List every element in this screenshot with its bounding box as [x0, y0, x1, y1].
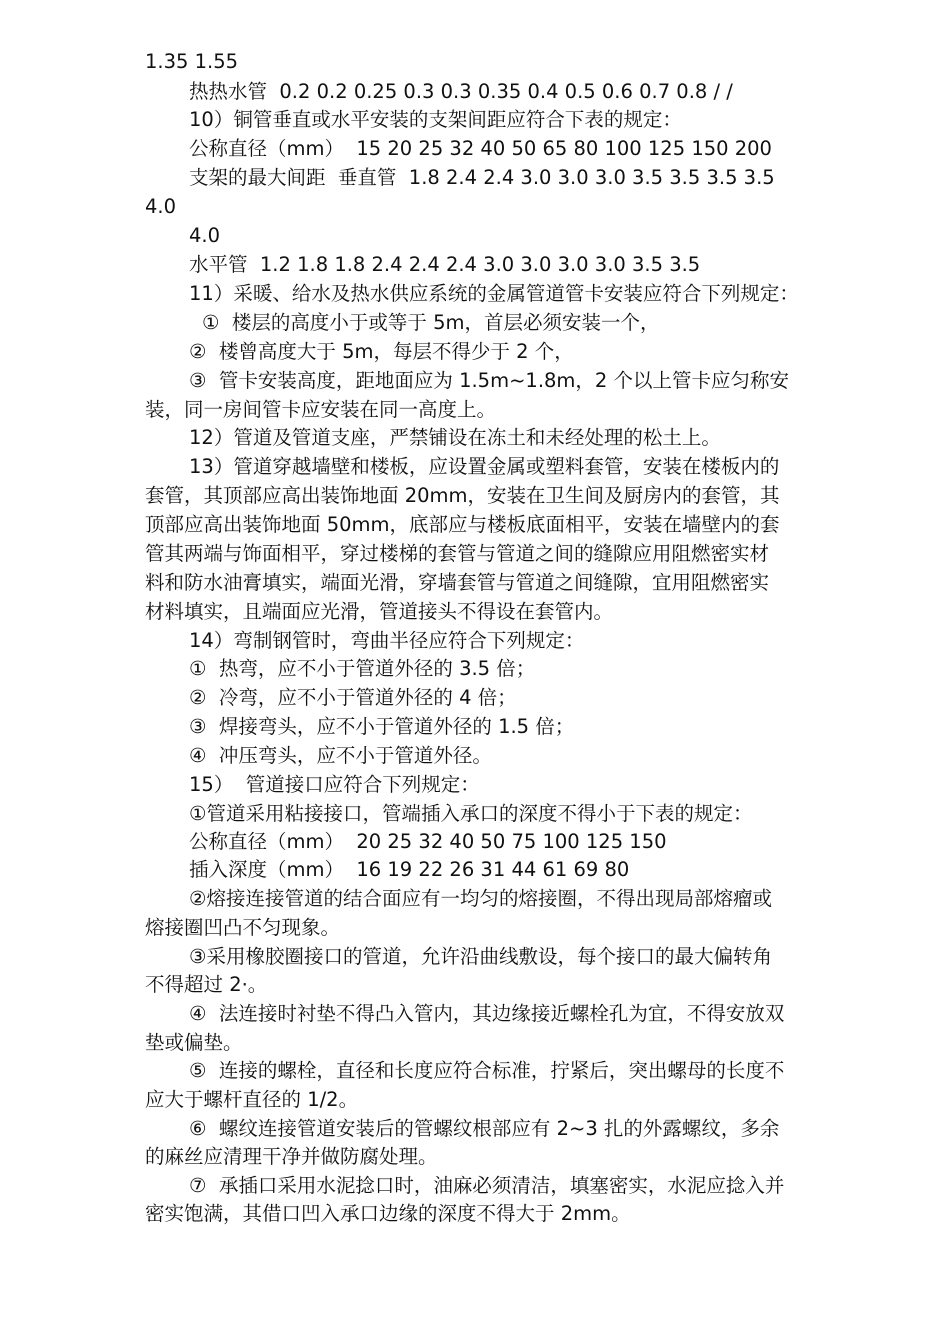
- text-line: 公称直径（mm） 15 20 25 32 40 50 65 80 100 125 150 200: [189, 137, 772, 160]
- text-line: 应大于螺杆直径的 1/2。: [145, 1088, 359, 1111]
- text-line: 支架的最大间距 垂直管 1.8 2.4 2.4 3.0 3.0 3.0 3.5 3.5 3.5 3.5: [189, 166, 775, 189]
- text-line: 密实饱满，其借口凹入承口边缘的深度不得大于 2mm。: [145, 1202, 631, 1225]
- text-line: 4.0: [145, 195, 177, 218]
- text-line: 13）管道穿越墙壁和楼板，应设置金属或塑料套管，安装在楼板内的: [189, 455, 780, 478]
- text-line: 顶部应高出装饰地面 50mm，底部应与楼板底面相平，安装在墙壁内的套: [145, 513, 780, 536]
- text-line: ③ 焊接弯头，应不小于管道外径的 1.5 倍；: [189, 715, 575, 738]
- text-line: ③采用橡胶圈接口的管道，允许沿曲线敷设，每个接口的最大偏转角: [189, 945, 772, 968]
- text-line: 材料填实，且端面应光滑，管道接头不得设在套管内。: [145, 600, 614, 623]
- text-line: 料和防水油膏填实，端面光滑，穿墙套管与管道之间缝隙，宜用阻燃密实: [145, 571, 770, 594]
- text-line: ① 热弯，应不小于管道外径的 3.5 倍；: [189, 657, 536, 680]
- text-line: 14）弯制钢管时，弯曲半径应符合下列规定：: [189, 629, 585, 652]
- text-line: ②熔接连接管道的结合面应有一均匀的熔接圈，不得出现局部熔瘤或: [189, 887, 772, 910]
- text-line: 11）采暖、给水及热水供应系统的金属管道管卡安装应符合下列规定：: [189, 282, 799, 305]
- text-line: 熔接圈凹凸不匀现象。: [145, 916, 341, 939]
- text-line: ⑤ 连接的螺栓，直径和长度应符合标准，拧紧后，突出螺母的长度不: [189, 1059, 785, 1082]
- text-line: 12）管道及管道支座，严禁铺设在冻土和未经处理的松土上。: [189, 426, 721, 449]
- text-line: ② 冷弯，应不小于管道外径的 4 倍；: [189, 686, 517, 709]
- text-line: ① 楼层的高度小于或等于 5m，首层必须安装一个，: [202, 311, 660, 334]
- text-line: ④ 法连接时衬垫不得凸入管内，其边缘接近螺栓孔为宜，不得安放双: [189, 1002, 785, 1025]
- text-line: ④ 冲压弯头，应不小于管道外径。: [189, 744, 492, 767]
- text-line: ③ 管卡安装高度，距地面应为 1.5m~1.8m，2 个以上管卡应匀称安: [189, 369, 790, 392]
- text-line: ①管道采用粘接接口，管端插入承口的深度不得小于下表的规定：: [189, 802, 753, 825]
- text-line: 热热水管 0.2 0.2 0.25 0.3 0.3 0.35 0.4 0.5 0.6 0.7 0.8 / /: [189, 80, 733, 103]
- text-line: 公称直径（mm） 20 25 32 40 50 75 100 125 150: [189, 830, 667, 853]
- text-line: ⑥ 螺纹连接管道安装后的管螺纹根部应有 2~3 扎的外露螺纹，多余: [189, 1117, 780, 1140]
- text-line: 的麻丝应清理干净并做防腐处理。: [145, 1145, 438, 1168]
- text-line: 水平管 1.2 1.8 1.8 2.4 2.4 2.4 3.0 3.0 3.0 3.0 3.5 3.5: [189, 253, 701, 276]
- text-line: ⑦ 承插口采用水泥捻口时，油麻必须清洁，填塞密实，水泥应捻入并: [189, 1174, 785, 1197]
- text-line: 15） 管道接口应符合下列规定：: [189, 773, 480, 796]
- text-line: 1.35 1.55: [145, 50, 239, 73]
- text-line: 垫或偏垫。: [145, 1031, 243, 1054]
- text-line: 4.0: [189, 224, 221, 247]
- text-line: 不得超过 2·。: [145, 973, 268, 996]
- text-line: 10）铜管垂直或水平安装的支架间距应符合下表的规定：: [189, 108, 682, 131]
- text-line: ② 楼曾高度大于 5m，每层不得少于 2 个，: [189, 340, 574, 363]
- text-line: 装，同一房间管卡应安装在同一高度上。: [145, 398, 497, 421]
- text-line: 套管，其顶部应高出装饰地面 20mm，安装在卫生间及厨房内的套管，其: [145, 484, 780, 507]
- text-line: 管其两端与饰面相平，穿过楼梯的套管与管道之间的缝隙应用阻燃密实材: [145, 542, 770, 565]
- text-line: 插入深度（mm） 16 19 22 26 31 44 61 69 80: [189, 858, 630, 881]
